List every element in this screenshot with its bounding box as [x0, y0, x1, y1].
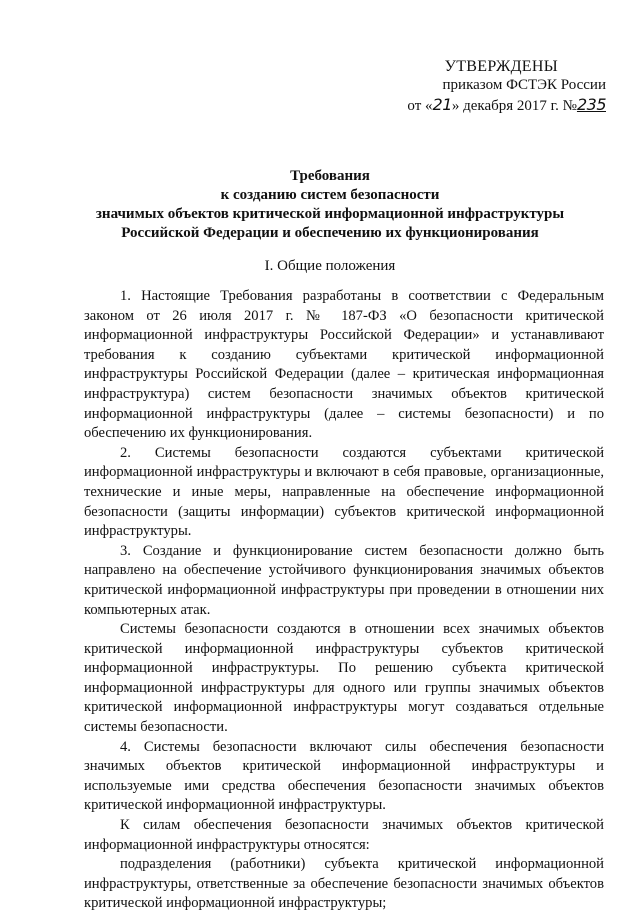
paragraph-6: К силам обеспечения безопасности значимых объектов критической информационной инфраструктуры относятся:: [84, 817, 604, 853]
approval-order-line: приказом ФСТЭК России: [442, 77, 606, 93]
title-line-2: к созданию систем безопасности: [220, 187, 440, 203]
approval-heading: УТВЕРЖДЕНЫ: [444, 58, 558, 75]
paragraph-3: 3. Создание и функционирование систем безопасности должно быть направлено на обеспечение устойчивого функционирования значимых объектов критической информационной инфраструктуры при проведении в отношении них компьютерных атак.: [84, 542, 604, 618]
approval-date-line: [407, 95, 606, 116]
handwritten-day: 21: [432, 95, 452, 114]
title-line-1: Требования: [290, 168, 370, 184]
paragraph-1: 1. Настоящие Требования разработаны в соответствии с Федеральным законом от 26 июля 2017 г. № 187-ФЗ «О безопасности критической информационной инфраструктуры Российской Федерации» и устанавливают требования к созданию субъектами критической информационной инфраструктуры Российской Федерации (далее – критическая информационная инфраструктура) систем безопасности значимых объектов критической информационной инфраструктуры (далее – системы безопасности) и по обеспечению их функционирования.: [84, 288, 604, 442]
paragraph-2: 2. Системы безопасности создаются субъектами критической информационной инфраструктуры и включают в себя правовые, организационные, технические и иные меры, направленные на обеспечение информационной безопасности (защиты информации) субъектов критической информационной инфраструктуры.: [84, 444, 604, 540]
approval-stamp: [407, 57, 606, 116]
title-line-3: значимых объектов критической информационной инфраструктуры: [95, 206, 565, 222]
date-prefix: от «: [407, 98, 433, 114]
section-title: I. Общие положения: [264, 258, 396, 274]
handwritten-order-number: 235: [576, 95, 606, 114]
title-line-4: Российской Федерации и обеспечению их функционирования: [121, 225, 539, 241]
document-title: [60, 167, 600, 243]
date-middle: » декабря 2017 г. №: [451, 98, 577, 114]
paragraph-4: Системы безопасности создаются в отношении всех значимых объектов критической информационной инфраструктуры субъектов критической информационной инфраструктуры. По решению субъекта критической информационной инфраструктуры для одного или группы значимых объектов критической информационной инфраструктуры могут создаваться отдельные системы безопасности.: [84, 621, 604, 736]
paragraph-7: подразделения (работники) субъекта критической информационной инфраструктуры, ответственные за обеспечение безопасности значимых объектов критической информационной инфраструктуры;: [84, 856, 604, 912]
document-body: [84, 287, 604, 914]
paragraph-5: 4. Системы безопасности включают силы обеспечения безопасности значимых объектов критической информационной инфраструктуры и используемые ими средства обеспечения безопасности значимых объектов критической информационной инфраструктуры.: [84, 738, 604, 814]
